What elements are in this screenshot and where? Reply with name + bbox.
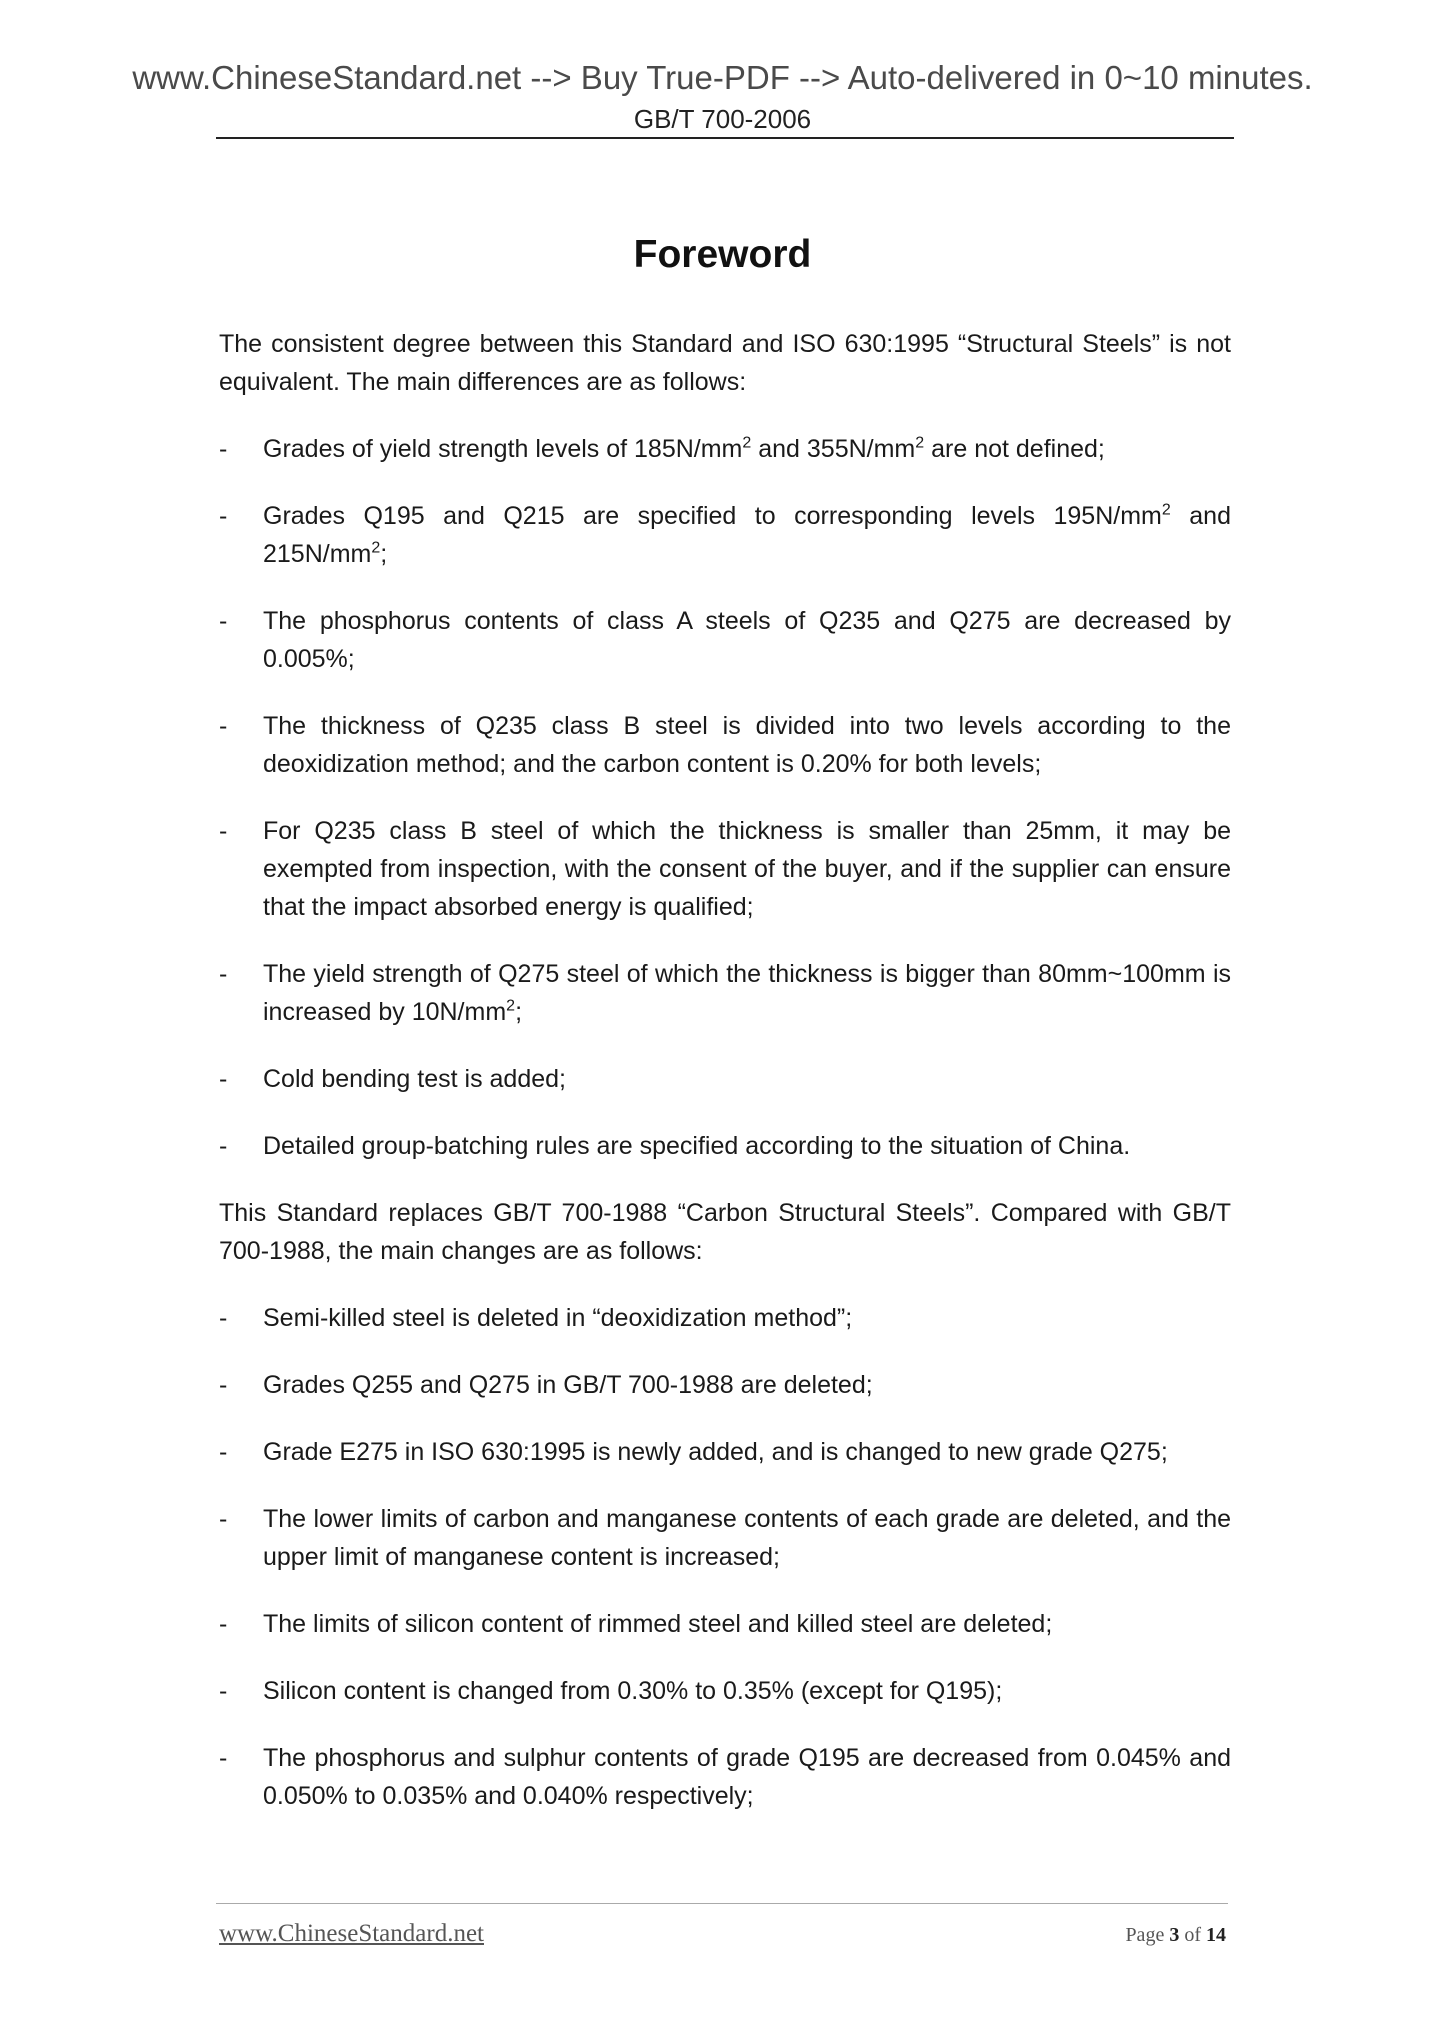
list-item	[219, 1060, 1231, 1098]
bullet-dash: -	[219, 607, 228, 635]
header-banner: www.ChineseStandard.net --> Buy True-PDF --> Auto-delivered in 0~10 minutes.	[132, 59, 1313, 96]
document-id: GB/T 700-2006	[633, 104, 812, 134]
list-item-text: Grades Q255 and Q275 in GB/T 700-1988 are deleted;	[263, 1371, 873, 1399]
list-item	[219, 1299, 1231, 1337]
list-item-text: The limits of silicon content of rimmed steel and killed steel are deleted;	[263, 1610, 1053, 1638]
total-pages: 14	[1206, 1924, 1226, 1946]
list-item-text: Silicon content is changed from 0.30% to 0.35% (except for Q195);	[263, 1677, 1003, 1705]
list-item	[219, 1127, 1231, 1165]
list-item	[219, 1500, 1231, 1576]
bullet-dash: -	[219, 435, 228, 463]
list-item	[219, 1433, 1231, 1471]
page-title: Foreword	[633, 233, 812, 276]
list-item	[219, 1605, 1231, 1643]
bullet-dash: -	[219, 1065, 228, 1093]
page-number: Page 3 of 14	[1125, 1924, 1226, 1946]
document-body	[219, 325, 1231, 1844]
list-item-text: The lower limits of carbon and manganese contents of each grade are deleted, and the upper limit of manganese content is increased;	[263, 1505, 1231, 1571]
bullet-dash: -	[219, 817, 228, 845]
list-item-text: Grade E275 in ISO 630:1995 is newly added, and is changed to new grade Q275;	[263, 1438, 1168, 1466]
list-item-text: Cold bending test is added;	[263, 1065, 566, 1093]
bullet-dash: -	[219, 502, 228, 530]
list-item-text: For Q235 class B steel of which the thickness is smaller than 25mm, it may be exempted from inspection, with the consent of the buyer, and if the supplier can ensure that the impact absorbed energy is qualified;	[263, 817, 1231, 921]
list-item-text: The phosphorus and sulphur contents of grade Q195 are decreased from 0.045% and 0.050% to 0.035% and 0.040% respectively;	[263, 1744, 1231, 1810]
list-item-text: Detailed group-batching rules are specified according to the situation of China.	[263, 1132, 1131, 1160]
footer-website-link[interactable]: www.ChineseStandard.net	[219, 1920, 484, 1947]
replaces-paragraph: This Standard replaces GB/T 700-1988 “Carbon Structural Steels”. Compared with GB/T 700-1988, the main changes are as follows:	[219, 1199, 1231, 1265]
bullet-dash: -	[219, 1677, 228, 1705]
list-item: - The yield strength of Q275 steel of which the thickness is bigger than 80mm~100mm is increased by $10N/mm^2$;	[219, 955, 1231, 1031]
current-page: 3	[1169, 1924, 1180, 1946]
list-item	[219, 707, 1231, 783]
list-item: - Grades of yield strength levels of $185N/mm^2$ and $355N/mm^2$ are not defined;	[219, 430, 1231, 468]
bullet-dash: -	[219, 1610, 228, 1638]
list-item-text: Semi-killed steel is deleted in “deoxidization method”;	[263, 1304, 853, 1332]
header-divider	[216, 137, 1234, 139]
bullet-dash: -	[219, 1132, 228, 1160]
bullet-dash: -	[219, 1505, 228, 1533]
list-item	[219, 602, 1231, 678]
list-item-text: The thickness of Q235 class B steel is divided into two levels according to the deoxidization method; and the carbon content is 0.20% for both levels;	[263, 712, 1231, 778]
bullet-dash: -	[219, 1438, 228, 1466]
list-item	[219, 1366, 1231, 1404]
bullet-dash: -	[219, 1371, 228, 1399]
list-item-text: The phosphorus contents of class A steels of Q235 and Q275 are decreased by 0.005%;	[263, 607, 1231, 673]
list-item: - Grades Q195 and Q215 are specified to corresponding levels $195N/mm^2$ and $215N/mm^2$;	[219, 497, 1231, 573]
bullet-dash: -	[219, 960, 228, 988]
list-item	[219, 1672, 1231, 1710]
footer-divider	[216, 1903, 1228, 1904]
list-item	[219, 1739, 1231, 1815]
bullet-dash: -	[219, 1744, 228, 1772]
bullet-dash: -	[219, 712, 228, 740]
intro-paragraph: The consistent degree between this Standard and ISO 630:1995 “Structural Steels” is not equivalent. The main differences are as follows:	[219, 330, 1231, 396]
bullet-dash: -	[219, 1304, 228, 1332]
list-item	[219, 812, 1231, 926]
